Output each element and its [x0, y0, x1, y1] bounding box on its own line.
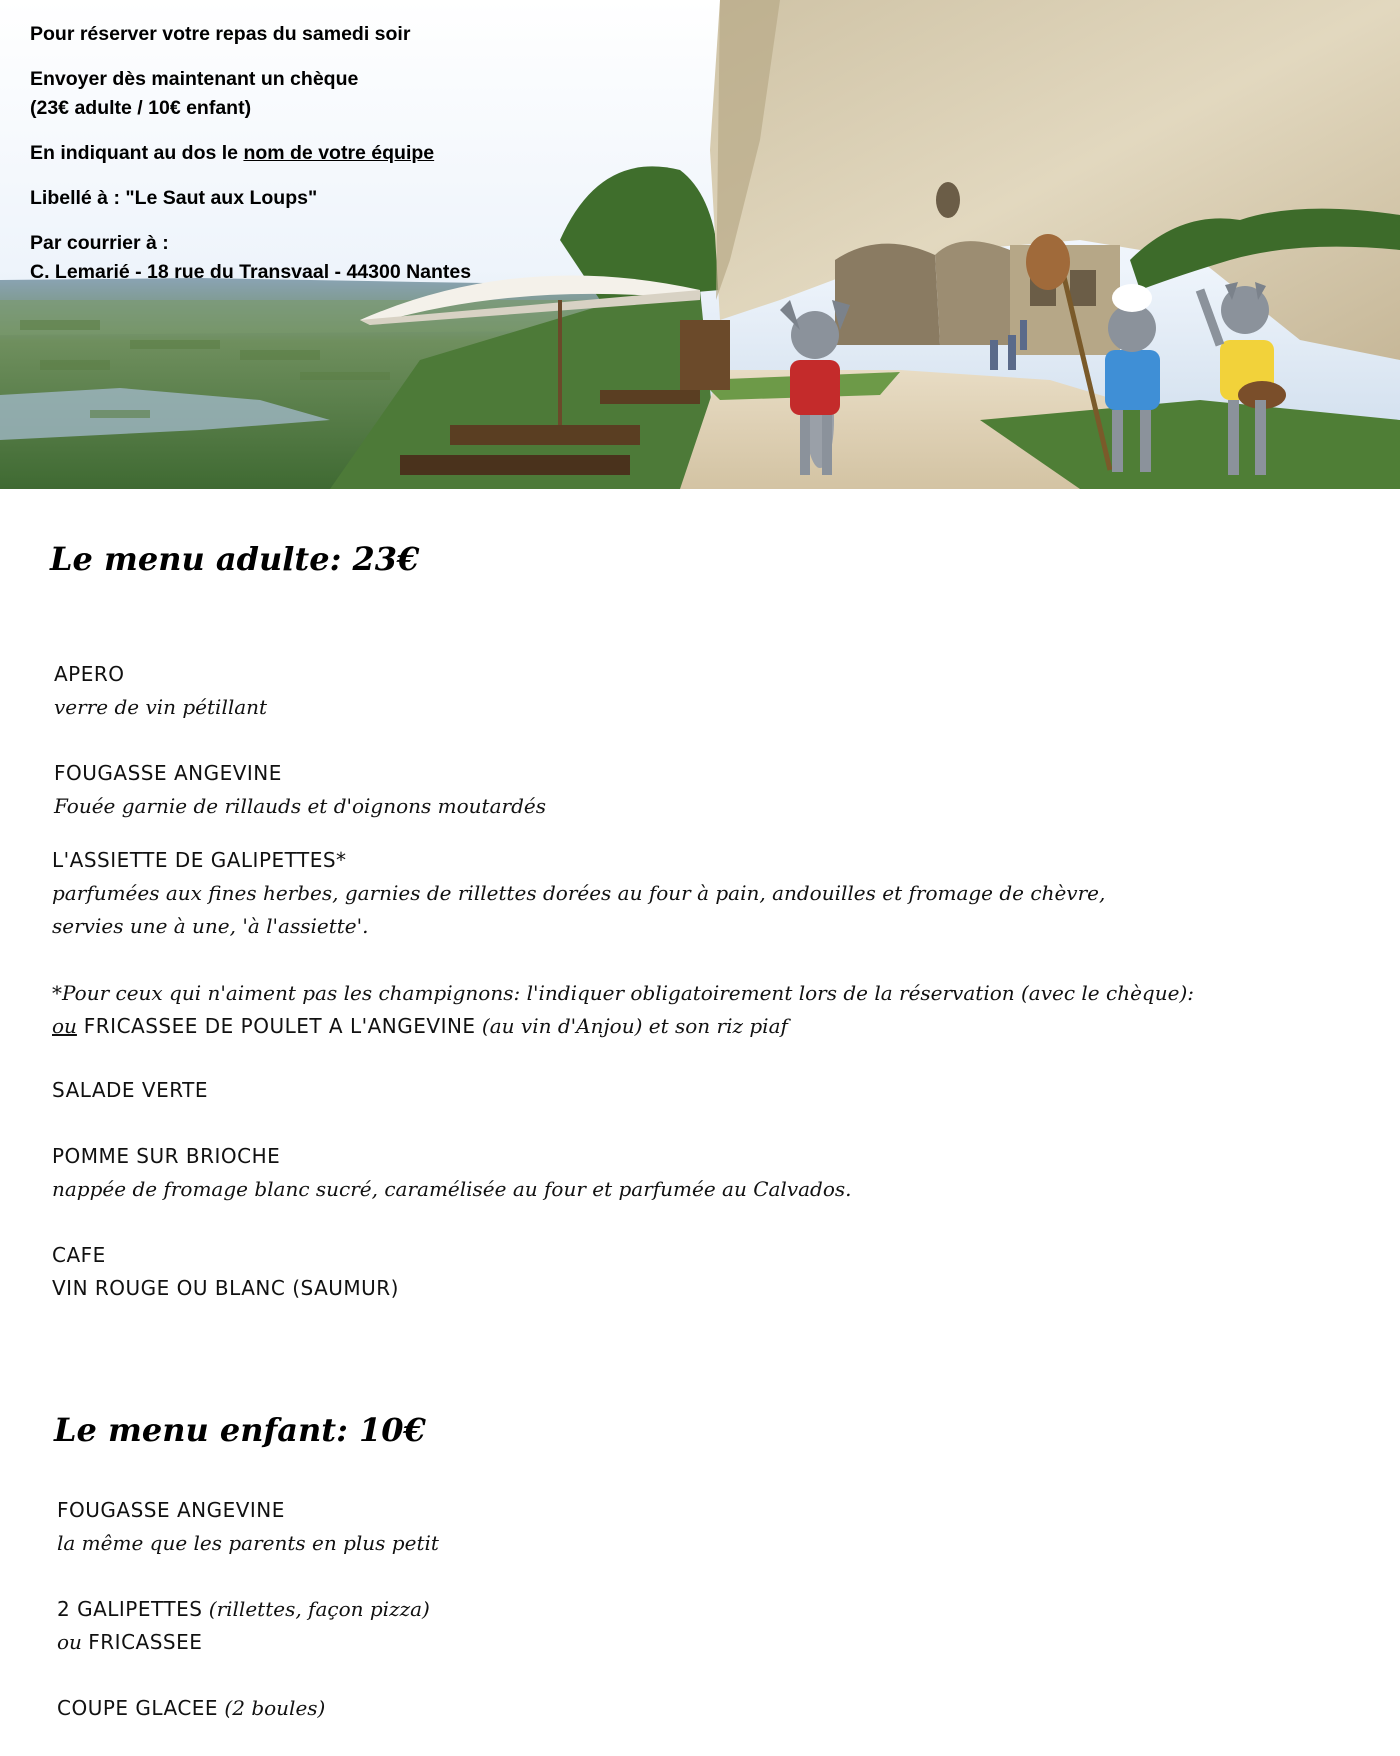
child-coupe-title: COUPE GLACEE: [57, 1696, 219, 1720]
reservation-title: Pour réserver votre repas du samedi soir: [30, 23, 411, 45]
reservation-mail-label: Par courrier à :: [30, 232, 169, 254]
assiette-desc-1: parfumées aux fines herbes, garnies de rillettes dorées au four à pain, andouilles et fromage de chèvre,: [52, 881, 1106, 905]
reservation-prices: (23€ adulte / 10€ enfant): [30, 97, 252, 119]
pomme-desc: nappée de fromage blanc sucré, caramélisée au four et parfumée au Calvados.: [52, 1177, 852, 1201]
pomme-title: POMME SUR BRIOCHE: [52, 1144, 281, 1168]
team-name-emphasis: nom de votre équipe: [243, 142, 435, 164]
adult-assiette: [52, 844, 1105, 943]
child-fougasse-title: FOUGASSE ANGEVINE: [57, 1498, 285, 1522]
note-fricassee: FRICASSEE DE POULET A L'ANGEVINE: [76, 1014, 476, 1038]
child-dessert: [57, 1692, 325, 1725]
reservation-payee: Libellé à : "Le Saut aux Loups": [30, 187, 318, 209]
note-line-1: *Pour ceux qui n'aiment pas les champignons: l'indiquer obligatoirement lors de la réservation (avec le chèque):: [52, 981, 1194, 1005]
reservation-instruction-prefix: En indiquant au dos le: [30, 142, 244, 164]
apero-title: APERO: [54, 662, 125, 686]
salade-title: SALADE VERTE: [52, 1078, 209, 1102]
adult-pomme: [52, 1140, 852, 1206]
child-galipettes-title: 2 GALIPETTES: [57, 1597, 203, 1621]
note-line-2: [52, 1010, 1194, 1043]
child-coupe-desc: (2 boules): [218, 1696, 326, 1720]
child-galipettes-line: [57, 1593, 430, 1626]
assiette-desc-2: servies une à une, 'à l'assiette'.: [52, 914, 369, 938]
note-fricassee-rest: (au vin d'Anjou) et son riz piaf: [475, 1014, 788, 1038]
child-ou: ou: [57, 1630, 89, 1654]
reservation-instructions: [30, 139, 670, 168]
child-galipettes: [57, 1593, 430, 1659]
apero-desc: verre de vin pétillant: [54, 695, 268, 719]
adult-drinks: [52, 1239, 399, 1305]
reservation-cheque-line: Envoyer dès maintenant un chèque: [30, 68, 359, 90]
adult-fougasse: [54, 757, 546, 823]
adult-mushroom-note: [52, 977, 1194, 1043]
fougasse-title: FOUGASSE ANGEVINE: [54, 761, 282, 785]
header-photo: [0, 0, 1400, 489]
child-fougasse: [57, 1494, 439, 1560]
reservation-cheque: [30, 65, 670, 123]
reservation-address: [30, 229, 670, 287]
child-fougasse-desc: la même que les parents en plus petit: [57, 1531, 439, 1555]
note-ou: ou: [52, 1014, 77, 1038]
assiette-title: L'ASSIETTE DE GALIPETTES*: [52, 848, 347, 872]
vin-title: VIN ROUGE OU BLANC (SAUMUR): [52, 1276, 399, 1300]
child-fricassee-line: [57, 1626, 430, 1659]
reservation-mail-address: C. Lemarié - 18 rue du Transvaal - 44300 Nantes: [30, 261, 472, 283]
child-coupe-line: [57, 1692, 325, 1725]
child-fricassee: FRICASSEE: [88, 1630, 203, 1654]
reservation-info: [30, 20, 670, 303]
adult-salade: [52, 1074, 208, 1107]
child-galipettes-desc: (rillettes, façon pizza): [202, 1597, 430, 1621]
cafe-title: CAFE: [52, 1243, 106, 1267]
adult-apero: [54, 658, 267, 724]
fougasse-desc: Fouée garnie de rillauds et d'oignons moutardés: [54, 794, 546, 818]
child-menu-title: Le menu enfant: 10€: [54, 1411, 426, 1449]
adult-menu-title: Le menu adulte: 23€: [50, 540, 420, 578]
